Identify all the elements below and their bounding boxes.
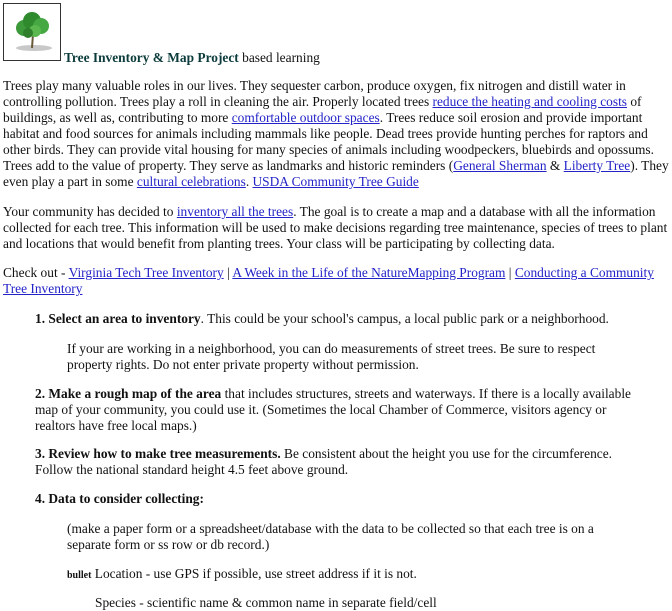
intro-text: & [546, 158, 564, 173]
intro-text: of buildings, as well as, contributing to more [3, 94, 642, 125]
general-sherman-link[interactable]: General Sherman [453, 158, 547, 173]
intro-text: . Trees reduce soil erosion and provide important habitat and food sources for animals including mammals like people. Dead trees provide hunting perches for raptors and other birds. They can provide vital housing for many species of animals including woodpeckers, bluebirds and opossums. Trees add to the value of property. They serve as landmarks and historic reminders ( [3, 110, 654, 173]
step-heading: 3. Review how to make tree measurements. [35, 446, 281, 461]
intro-text: . [245, 174, 253, 189]
page-title [64, 50, 320, 66]
step-4 [35, 491, 635, 507]
data-item-location [67, 566, 627, 584]
step-heading: 4. Data to consider collecting: [35, 491, 204, 506]
link-separator: | [505, 265, 515, 280]
tree-logo-icon [3, 3, 61, 61]
link-separator: | [223, 265, 233, 280]
step-2 [35, 386, 635, 434]
virginia-tech-link[interactable]: Virginia Tech Tree Inventory [68, 265, 224, 280]
heating-cooling-link[interactable]: reduce the heating and cooling costs [432, 94, 628, 109]
step-1-note: If your are working in a neighborhood, you can do measurements of street trees. Be sure to respect property rights. Do not enter private property without permission. [67, 341, 596, 372]
step-3 [35, 446, 635, 478]
community-text: . The goal is to create a map and a database with all the information collected for each tree. This information will be used to make decisions regarding tree maintenance, species of trees to plant and locations that would benefit from planting trees. Your class will be participating by collecting data. [3, 204, 668, 251]
liberty-tree-link[interactable]: Liberty Tree [563, 158, 631, 173]
community-inventory-link[interactable]: Conducting a Community Tree Inventory [3, 265, 654, 296]
intro-text: Trees play many valuable roles in our lives. They sequester carbon, produce oxygen, fix nitrogen and distill water in controlling pollution. Trees play a roll in cleaning the air. Properly located trees [3, 78, 626, 109]
usda-guide-link[interactable]: USDA Community Tree Guide [252, 174, 419, 189]
step-1 [35, 311, 635, 327]
intro-text: ). They even play a part in some [3, 158, 669, 189]
naturemapping-link[interactable]: A Week in the Life of the NatureMapping Program [232, 265, 506, 280]
community-paragraph [3, 204, 669, 252]
step-text: Be consistent about the height you use for the circumference. Follow the national standard height 4.5 feet above ground. [35, 446, 612, 477]
step-heading: 1. Select an area to inventory [35, 311, 201, 326]
bullet-icon: bullet [67, 570, 92, 581]
inventory-trees-link[interactable]: inventory all the trees [176, 204, 294, 219]
data-item-species: Species - scientific name & common name in separate field/cell [95, 595, 437, 610]
outdoor-spaces-link[interactable]: comfortable outdoor spaces [231, 110, 380, 125]
step-text: . This could be your school's campus, a local public park or a neighborhood. [200, 311, 609, 326]
intro-paragraph [3, 78, 669, 190]
step-4-note: (make a paper form or a spreadsheet/database with the data to be collected so that each tree is on a separate form or ss row or db record.) [67, 521, 594, 552]
cultural-celebrations-link[interactable]: cultural celebrations [136, 174, 246, 189]
title-bold: Tree Inventory & Map Project [64, 50, 239, 65]
data-item-text: Location - use GPS if possible, use street address if it is not. [91, 566, 417, 581]
title-suffix: based learning [238, 50, 320, 65]
checkout-label: Check out - [3, 265, 69, 280]
header [3, 3, 669, 65]
page [3, 3, 669, 610]
checkout-paragraph [3, 265, 669, 297]
step-text: that includes structures, streets and waterways. If there is a locally available map of your community, you could use it. (Sometimes the local Chamber of Commerce, visitors agency or realtors have free local maps.) [35, 386, 631, 433]
step-heading: 2. Make a rough map of the area [35, 386, 222, 401]
community-text: Your community has decided to [3, 204, 177, 219]
